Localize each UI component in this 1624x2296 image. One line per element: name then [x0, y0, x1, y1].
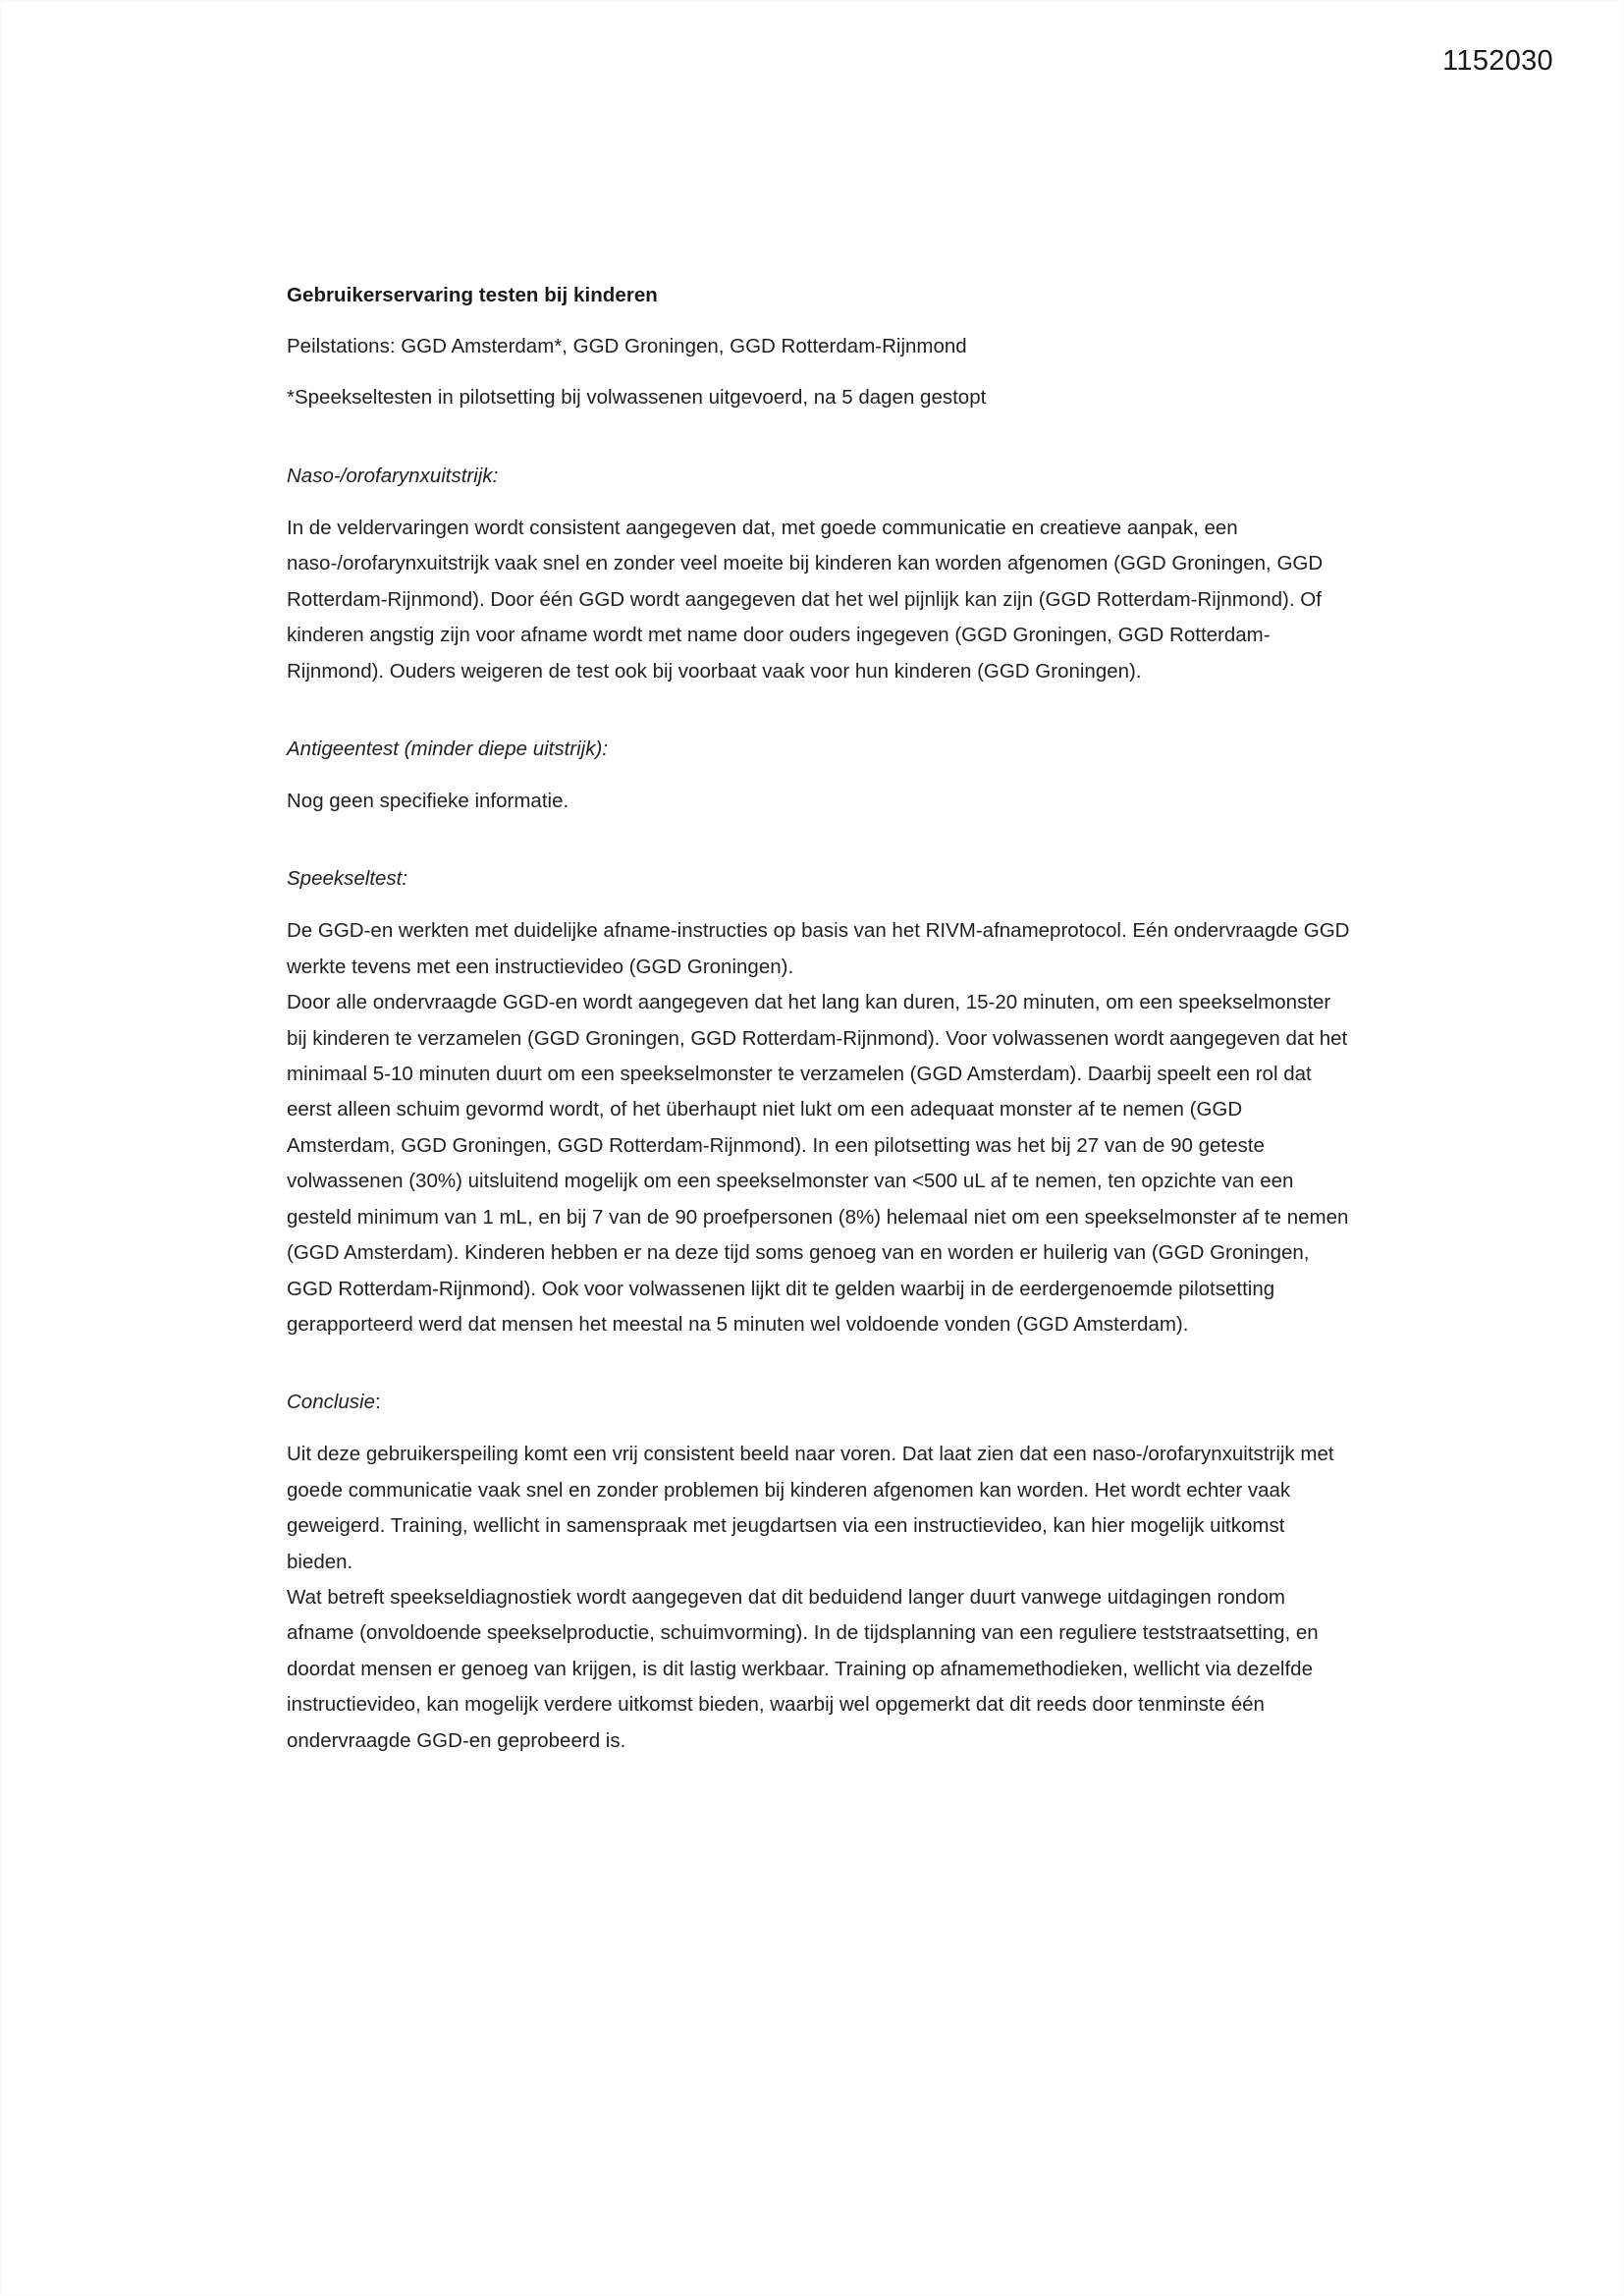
footnote-line: *Speekseltesten in pilotsetting bij volwassenen uitgevoerd, na 5 dagen gestopt	[287, 386, 987, 409]
section-naso-orofarynxuitstrijk	[287, 462, 1355, 689]
page-title: Gebruikerservaring testen bij kinderen	[287, 284, 658, 306]
section-heading	[287, 462, 1355, 491]
paragraph: In de veldervaringen wordt consistent aangegeven dat, met goede communicatie en creatieve aanpak, een naso-/orofarynxuitstrijk vaak snel en zonder veel moeite bij kinderen kan worden afgenomen (GGD Groningen, GGD Rotterdam-Rijnmond). Door één GGD wordt aangegeven dat het wel pijnlijk kan zijn (GGD Rotterdam-Rijnmond). Of kinderen angstig zijn voor afname wordt met name door ouders ingegeven (GGD Groningen, GGD Rotterdam-Rijnmond). Ouders weigeren de test ook bij voorbaat vaak voor hun kinderen (GGD Groningen).	[287, 517, 1324, 683]
section-conclusie	[287, 1388, 1355, 1759]
section-heading-text: Antigeentest (minder diepe uitstrijk):	[287, 738, 609, 761]
section-heading	[287, 1388, 1355, 1417]
paragraph: Wat betreft speekseldiagnostiek wordt aangegeven dat dit beduidend langer duurt vanwege uitdagingen rondom afname (onvoldoende speekselproductie, schuimvorming). In de tijdsplanning van een reguliere teststraatsetting, en doordat mensen er genoeg van krijgen, is dit lastig werkbaar. Training op afnamemethodieken, wellicht via dezelfde instructievideo, kan mogelijk verdere uitkomst bieden, waarbij wel opgemerkt dat dit reeds door tenminste één ondervraagde GGD-en geprobeerd is.	[287, 1585, 1319, 1752]
section-heading	[287, 735, 1355, 764]
paragraph: Door alle ondervraagde GGD-en wordt aangegeven dat het lang kan duren, 15-20 minuten, om een speekselmonster bij kinderen te verzamelen (GGD Groningen, GGD Rotterdam-Rijnmond). Voor volwassenen wordt aangegeven dat het minimaal 5-10 minuten duurt om een speekselmonster te verzamelen (GGD Amsterdam). Daarbij speelt een rol dat eerst alleen schuim gevormd wordt, of het überhaupt niet lukt om een adequaat monster af te nemen (GGD Amsterdam, GGD Groningen, GGD Rotterdam-Rijnmond). In een pilotsetting was het bij 27 van de 90 geteste volwassenen (30%) uitsluitend mogelijk om een speekselmonster van <500 uL af te nemen, ten opzichte van een gesteld minimum van 1 mL, en bij 7 van de 90 proefpersonen (8%) helemaal niet om een speekselmonster af te nemen (GGD Amsterdam). Kinderen hebben er na deze tijd soms genoeg van en worden er huilerig van (GGD Groningen, GGD Rotterdam-Rijnmond). Ook voor volwassenen lijkt dit te gelden waarbij in de eerdergenoemde pilotsetting gerapporteerd werd dat mensen het meestal na 5 minuten wel voldoende vonden (GGD Amsterdam).	[287, 991, 1349, 1336]
section-antigeentest	[287, 735, 1355, 819]
paragraph: Nog geen specifieke informatie.	[287, 790, 569, 813]
section-heading-text: Naso-/orofarynxuitstrijk:	[287, 465, 499, 487]
section-heading	[287, 864, 1355, 894]
page-number: 1152030	[1442, 45, 1553, 77]
paragraph: Uit deze gebruikerspeiling komt een vrij consistent beeld naar voren. Dat laat zien dat een naso-/orofarynxuitstrijk met goede communicatie vaak snel en zonder problemen bij kinderen afgenomen kan worden. Het wordt echter vaak geweigerd. Training, wellicht in samenspraak met jeugdartsen via een instructievideo, kan hier mogelijk uitkomst bieden.	[287, 1443, 1334, 1573]
paragraph: De GGD-en werkten met duidelijke afname-instructies op basis van het RIVM-afnameprotocol. Eén ondervraagde GGD werkte tevens met een instructievideo (GGD Groningen).	[287, 919, 1350, 978]
section-heading-text: Speekseltest:	[287, 867, 408, 891]
section-heading-text: Conclusie	[287, 1391, 376, 1414]
section-heading-suffix: :	[375, 1391, 381, 1414]
section-speekseltest	[287, 864, 1355, 1342]
document-body	[287, 281, 1355, 1759]
peilstations-line: Peilstations: GGD Amsterdam*, GGD Groningen, GGD Rotterdam-Rijnmond	[287, 335, 967, 357]
